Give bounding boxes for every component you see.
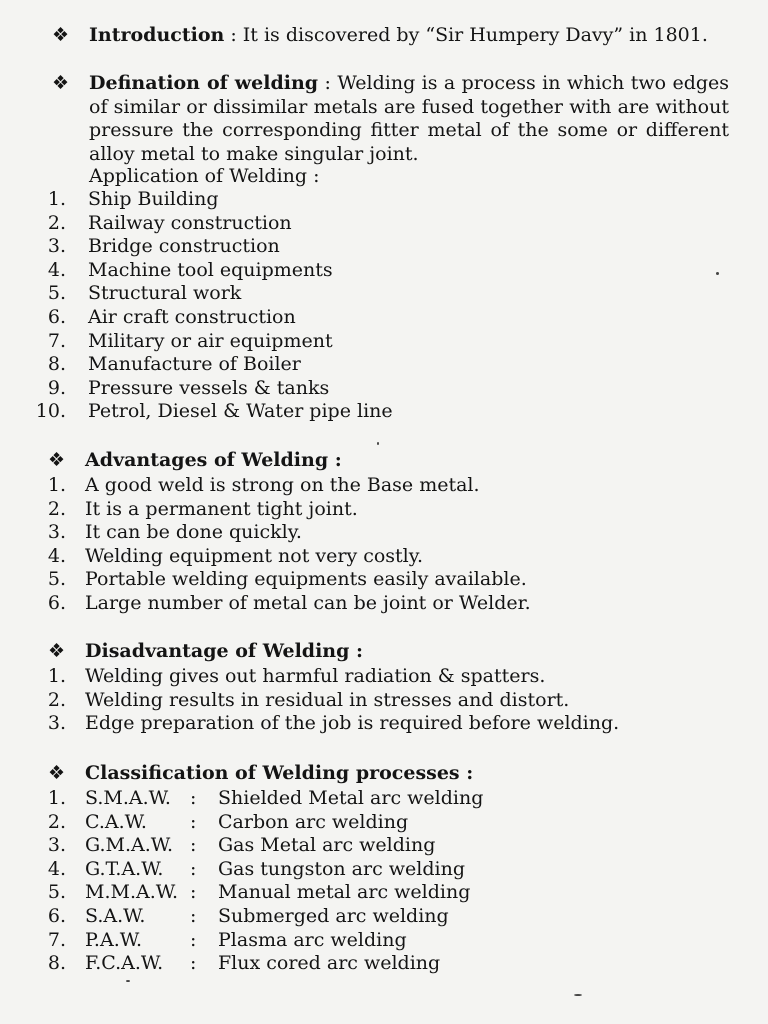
classification-list bbox=[0, 787, 768, 976]
list-item: 5. Portable welding equipments easily available. bbox=[47, 568, 527, 591]
list-item: 6. Air craft construction bbox=[47, 305, 296, 328]
disadvantages-bullet-icon: ❖ bbox=[48, 640, 66, 662]
intro-line bbox=[89, 24, 708, 48]
scan-speck bbox=[574, 994, 582, 996]
application-label: Application of Welding : bbox=[89, 165, 320, 187]
list-item: 3. Bridge construction bbox=[47, 235, 280, 258]
definition-heading: Defination of welding bbox=[89, 72, 319, 94]
list-item: 4. Welding equipment not very costly. bbox=[47, 544, 424, 567]
definition-text: Welding is a process in which two edges of similar or dissimilar metals are fused together with are without pressure the corresponding fitter metal of the some or different alloy metal to make singular joint. bbox=[89, 72, 730, 165]
scan-speck bbox=[126, 980, 130, 982]
advantages-list bbox=[0, 474, 768, 616]
table-row: 7. P.A.W. : Plasma arc welding bbox=[47, 928, 407, 951]
definition-paragraph bbox=[89, 72, 729, 166]
list-item: 2. It is a permanent tight joint. bbox=[47, 497, 358, 520]
table-row: 6. S.A.W. : Submerged arc welding bbox=[47, 904, 449, 927]
intro-heading: Introduction bbox=[89, 24, 225, 46]
disadvantages-heading: Disadvantage of Welding : bbox=[85, 640, 364, 662]
table-row: 5. M.M.A.W. : Manual metal arc welding bbox=[47, 881, 471, 904]
definition-sep: : bbox=[318, 72, 338, 94]
list-item: 10. Petrol, Diesel & Water pipe line bbox=[35, 400, 393, 423]
list-item: 2. Welding results in residual in stresses and distort. bbox=[47, 688, 570, 711]
scan-speck bbox=[377, 442, 379, 445]
list-item: 7. Military or air equipment bbox=[47, 329, 333, 352]
list-item: 4. Machine tool equipments bbox=[47, 258, 333, 281]
table-row: 1. S.M.A.W. : Shielded Metal arc welding bbox=[47, 787, 484, 809]
list-item: 2. Railway construction bbox=[47, 211, 292, 234]
table-row: 4. G.T.A.W. : Gas tungston arc welding bbox=[47, 857, 465, 880]
intro-sep: : bbox=[224, 24, 243, 46]
table-row: 2. C.A.W. : Carbon arc welding bbox=[47, 810, 409, 833]
intro-bullet-icon: ❖ bbox=[52, 24, 70, 46]
list-item: 1. Ship Building bbox=[47, 188, 219, 210]
advantages-heading: Advantages of Welding : bbox=[85, 449, 342, 471]
intro-text: It is discovered by “Sir Humpery Davy” in 1801. bbox=[242, 24, 708, 46]
classification-bullet-icon: ❖ bbox=[48, 762, 66, 784]
advantages-bullet-icon: ❖ bbox=[48, 449, 66, 471]
list-item: 9. Pressure vessels & tanks bbox=[47, 376, 330, 399]
disadvantages-list bbox=[0, 665, 768, 736]
applications-list bbox=[0, 188, 768, 424]
list-item: 8. Manufacture of Boiler bbox=[47, 353, 301, 376]
scan-speck bbox=[716, 272, 719, 275]
list-item: 3. Edge preparation of the job is required before welding. bbox=[47, 712, 620, 735]
list-item: 3. It can be done quickly. bbox=[47, 521, 302, 544]
table-row: 8. F.C.A.W. : Flux cored arc welding bbox=[47, 952, 441, 975]
list-item: 5. Structural work bbox=[47, 282, 242, 305]
definition-bullet-icon: ❖ bbox=[52, 72, 70, 94]
table-row: 3. G.M.A.W. : Gas Metal arc welding bbox=[47, 834, 436, 857]
list-item: 6. Large number of metal can be joint or Welder. bbox=[47, 591, 531, 614]
list-item: 1. Welding gives out harmful radiation & spatters. bbox=[47, 665, 546, 687]
list-item: 1. A good weld is strong on the Base metal. bbox=[47, 474, 480, 496]
classification-heading: Classification of Welding processes : bbox=[85, 762, 474, 784]
